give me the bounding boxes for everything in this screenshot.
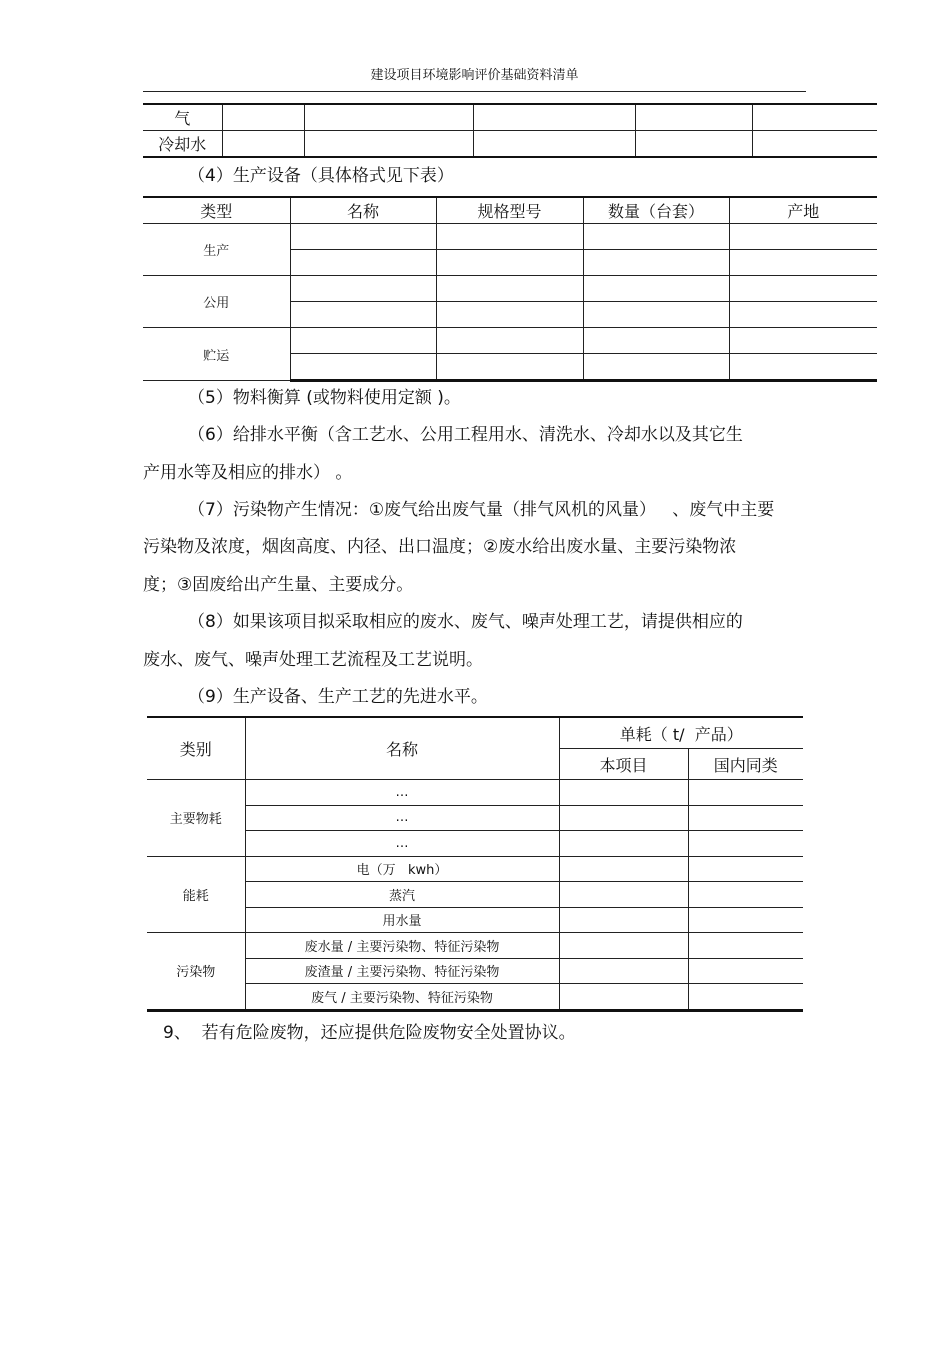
table-row: [143, 328, 877, 354]
section-7-line-1: （7）污染物产生情况：①废气给出废气量（排气风机的风量） 、废气中主要: [188, 500, 775, 520]
section-7-line-2: 污染物及浓度，烟囱高度、内径、出口温度；②废水给出废水量、主要污染物浓: [143, 537, 737, 557]
table-row: [147, 780, 803, 806]
item-9-text: 9、 若有危险废物，还应提供危险废物安全处置协议。: [163, 1023, 576, 1043]
table-row: [147, 805, 803, 831]
header-unit-consumption: 单耗（ t/ 产品）: [559, 717, 803, 749]
row-label-gas: 气: [143, 104, 222, 131]
section-6-line-1: （6）给排水平衡（含工艺水、公用工程用水、清洗水、冷却水以及其它生: [188, 425, 743, 445]
table-row: [147, 856, 803, 882]
item-name: 废气 / 主要污染物、特征污染物: [245, 984, 559, 1011]
header-domestic: 国内同类: [688, 749, 803, 780]
header-name: 名称: [290, 197, 436, 224]
table-row: [147, 958, 803, 984]
group-pollutants: 污染物: [147, 933, 245, 1011]
row-label-cooling-water: 冷却水: [143, 131, 222, 158]
group-storage-transport: 贮运: [143, 328, 290, 381]
section-4-heading: （4）生产设备（具体格式见下表）: [188, 166, 454, 186]
section-8-line-2: 废水、废气、噪声处理工艺流程及工艺说明。: [143, 650, 483, 670]
group-energy-consumption: 能耗: [147, 856, 245, 933]
table-header-row: [143, 197, 877, 224]
item-name: …: [245, 780, 559, 806]
table-row: [143, 131, 877, 158]
header-origin: 产地: [729, 197, 877, 224]
table-row: [143, 276, 877, 302]
section-5-text: （5）物料衡算 (或物料使用定额 )。: [188, 388, 461, 408]
table-row: [147, 933, 803, 959]
section-8-line-1: （8）如果该项目拟采取相应的废水、废气、噪声处理工艺，请提供相应的: [188, 612, 743, 632]
group-production: 生产: [143, 224, 290, 276]
table-row: [147, 882, 803, 908]
group-material-consumption: 主要物耗: [147, 780, 245, 857]
table-row: [147, 831, 803, 857]
table-header-row: [147, 717, 803, 749]
item-name: …: [245, 831, 559, 857]
equipment-table: [143, 196, 877, 382]
table-row: [147, 984, 803, 1011]
group-utility: 公用: [143, 276, 290, 328]
header-type: 类型: [143, 197, 290, 224]
section-7-line-3: 度；③固废给出产生量、主要成分。: [143, 575, 414, 595]
header-category: 类别: [147, 717, 245, 780]
section-6-line-2: 产用水等及相应的排水） 。: [143, 463, 353, 483]
table-row: [143, 104, 877, 131]
header-divider: [143, 91, 806, 92]
header-this-project: 本项目: [559, 749, 688, 780]
item-name: …: [245, 805, 559, 831]
item-name: 废渣量 / 主要污染物、特征污染物: [245, 958, 559, 984]
item-name: 电（万 kwh）: [245, 856, 559, 882]
item-name: 蒸汽: [245, 882, 559, 908]
item-name: 废水量 / 主要污染物、特征污染物: [245, 933, 559, 959]
item-name: 用水量: [245, 907, 559, 933]
table-row: [143, 224, 877, 250]
section-9-heading: （9）生产设备、生产工艺的先进水平。: [188, 687, 488, 707]
header-name: 名称: [245, 717, 559, 780]
table-row: [147, 907, 803, 933]
consumption-table: [147, 716, 803, 1012]
continuation-table: [143, 103, 877, 158]
header-quantity: 数量（台套）: [583, 197, 729, 224]
header-model: 规格型号: [436, 197, 583, 224]
page-header-title: 建设项目环境影响评价基础资料清单: [370, 68, 579, 83]
